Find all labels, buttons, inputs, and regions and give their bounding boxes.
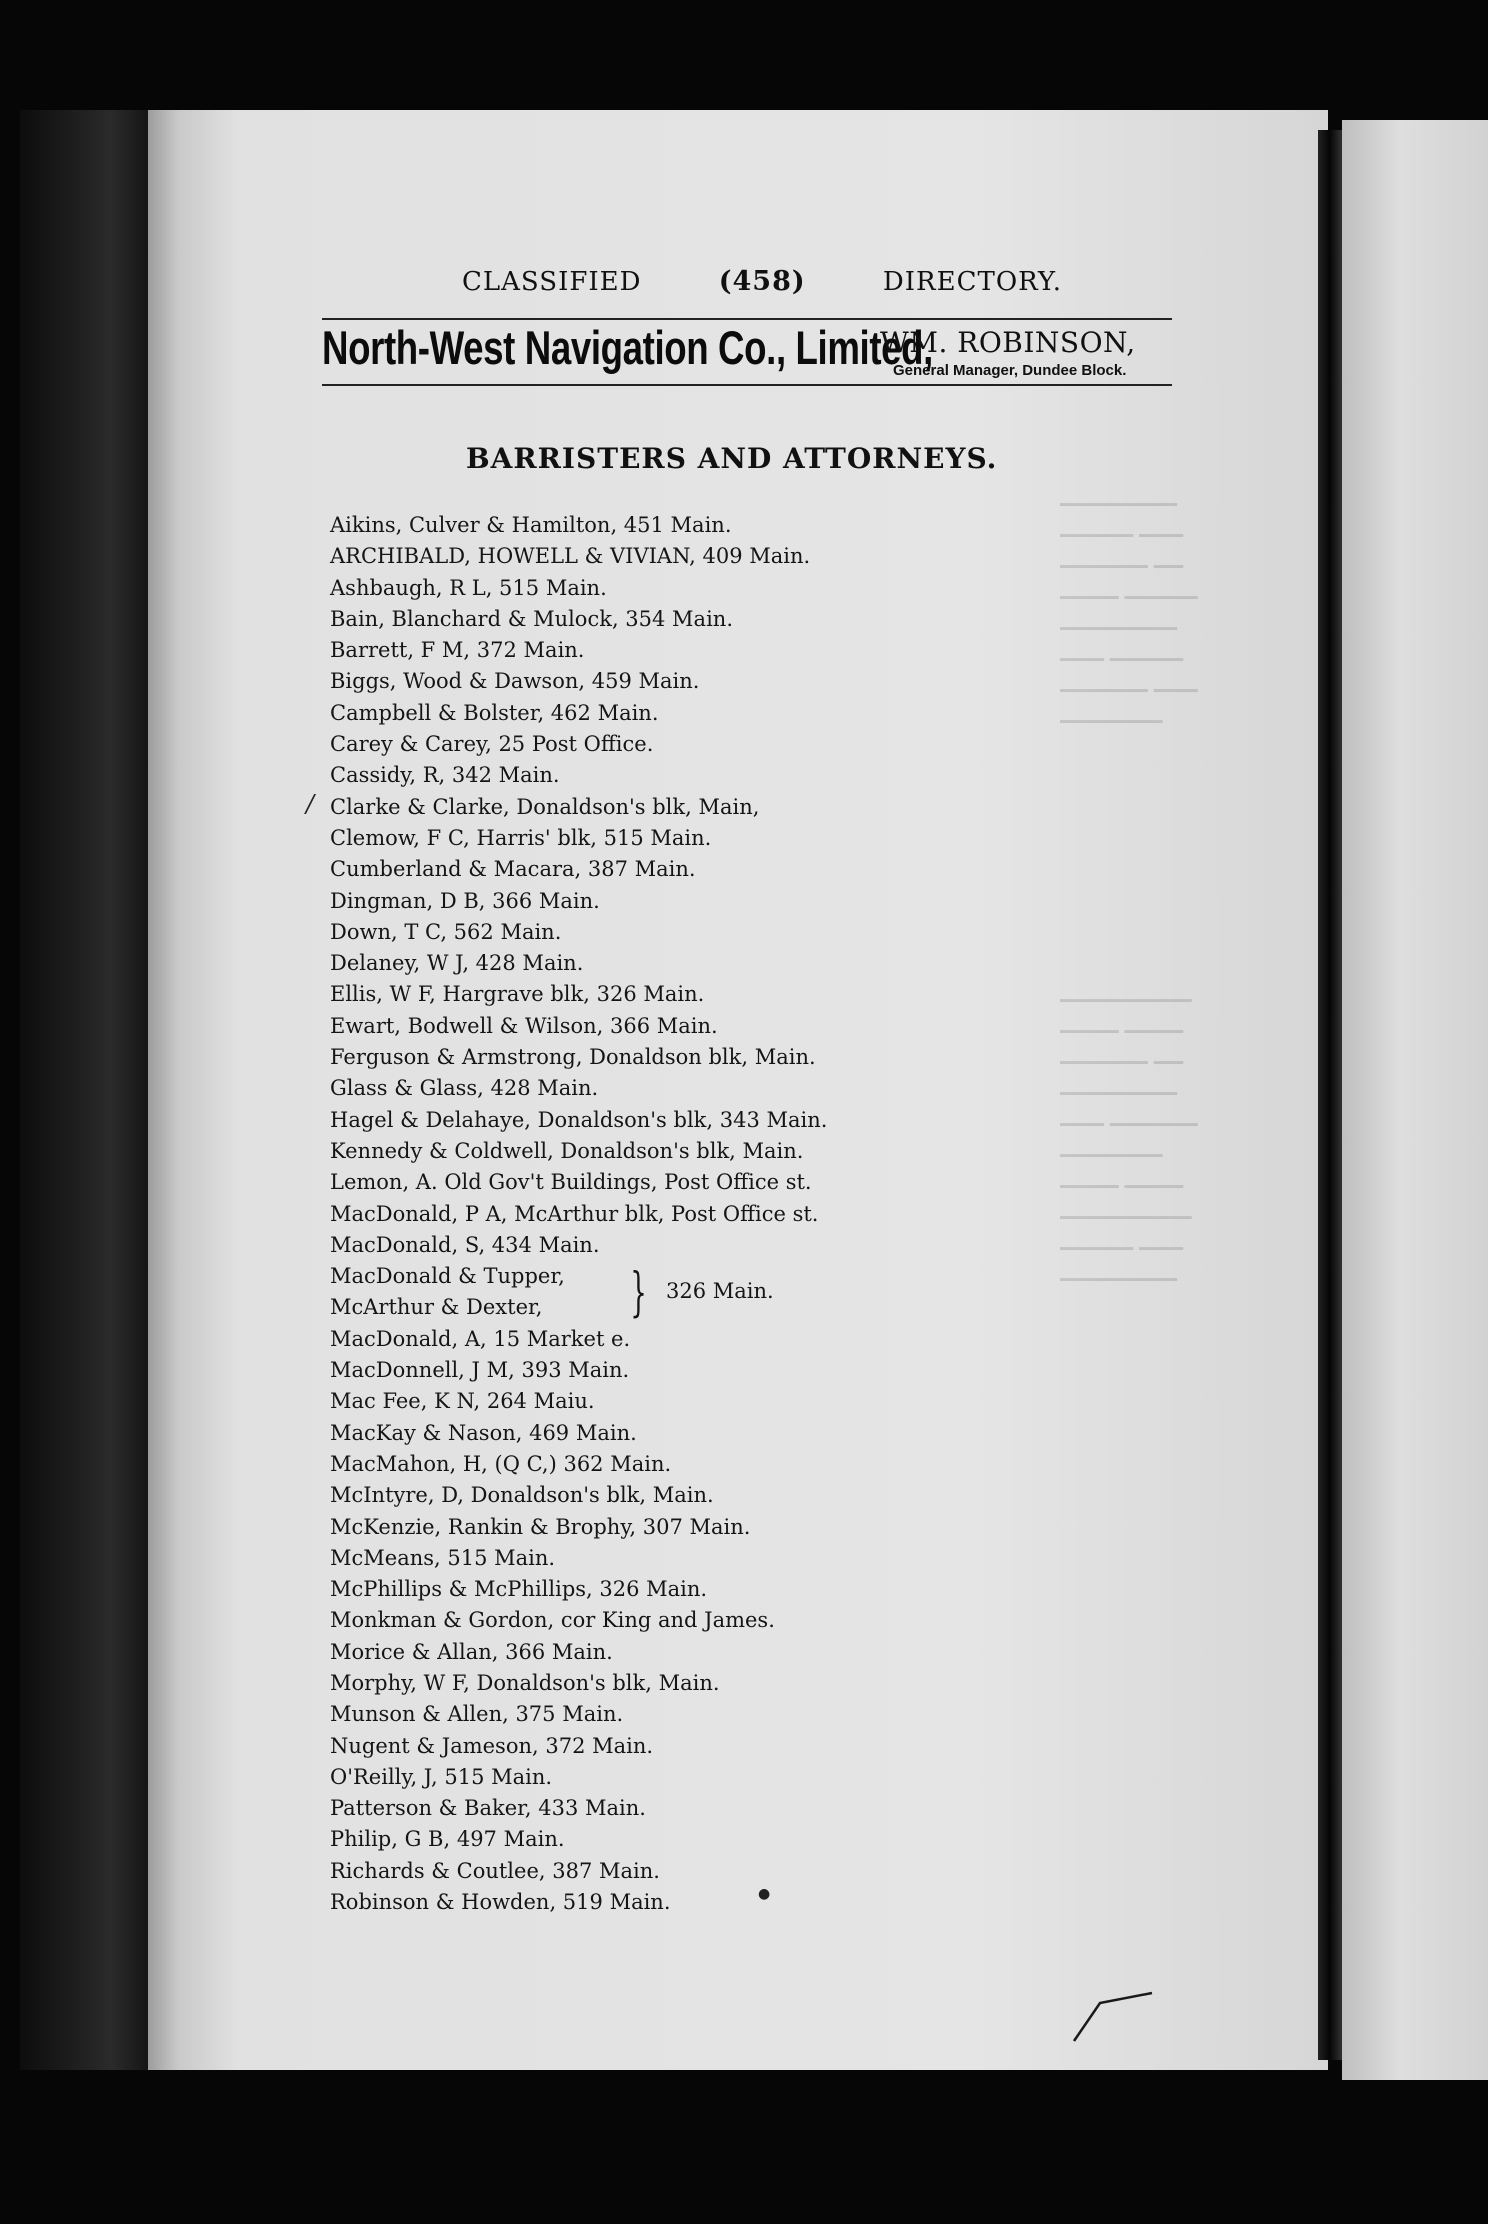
- list-item: MacDonnell, J M, 393 Main.: [330, 1358, 630, 1383]
- pencil-stroke-mark: [1070, 1985, 1160, 2045]
- list-item: Clarke & Clarke, Donaldson's blk, Main,: [330, 794, 760, 819]
- list-item: Patterson & Baker, 433 Main.: [330, 1796, 646, 1821]
- list-item: Delaney, W J, 428 Main.: [330, 951, 584, 976]
- list-item: Barrett, F M, 372 Main.: [330, 638, 585, 663]
- list-item: Cassidy, R, 342 Main.: [330, 763, 560, 788]
- list-item: McIntyre, D, Donaldson's blk, Main.: [330, 1483, 714, 1508]
- list-item: Down, T C, 562 Main.: [330, 919, 562, 944]
- merged-list-item: [330, 1261, 827, 1324]
- page-gutter: [1318, 130, 1344, 2060]
- header-left: CLASSIFIED: [462, 267, 642, 297]
- list-item: Kennedy & Coldwell, Donaldson's blk, Main.: [330, 1138, 804, 1163]
- list-item: Hagel & Delahaye, Donaldson's blk, 343 Main.: [330, 1107, 828, 1132]
- facing-page-edge: [1342, 120, 1488, 2080]
- list-item: Aikins, Culver & Hamilton, 451 Main.: [330, 513, 732, 537]
- list-item: Richards & Coutlee, 387 Main.: [330, 1858, 660, 1883]
- advert-company: North-West Navigation Co., Limited,: [322, 321, 933, 374]
- brace-icon: }: [630, 1263, 647, 1324]
- list-item: MacDonald, P A, McArthur blk, Post Office st.: [330, 1201, 819, 1226]
- list-item: McKenzie, Rankin & Brophy, 307 Main.: [330, 1514, 751, 1539]
- ink-dot-mark: ●: [758, 1886, 771, 1902]
- list-item: Monkman & Gordon, cor King and James.: [330, 1608, 775, 1633]
- list-item: Ellis, W F, Hargrave blk, 326 Main.: [330, 982, 705, 1007]
- advert-person-title: General Manager, Dundee Block.: [893, 362, 1127, 379]
- page-number: (458): [718, 266, 806, 297]
- list-item: Carey & Carey, 25 Post Office.: [330, 732, 654, 757]
- list-item: Philip, G B, 497 Main.: [330, 1827, 565, 1852]
- advert-person: WM. ROBINSON,: [880, 326, 1136, 359]
- running-header: [462, 266, 1062, 297]
- list-item: Clemow, F C, Harris' blk, 515 Main.: [330, 825, 712, 850]
- header-right: DIRECTORY.: [882, 267, 1062, 297]
- margin-tick-mark: /: [306, 790, 315, 818]
- list-item: Dingman, D B, 366 Main.: [330, 888, 600, 913]
- section-title: BARRISTERS AND ATTORNEYS.: [466, 442, 998, 475]
- list-item: O'Reilly, J, 515 Main.: [330, 1764, 553, 1789]
- list-item: MacKay & Nason, 469 Main.: [330, 1420, 637, 1445]
- list-item: Cumberland & Macara, 387 Main.: [330, 857, 696, 882]
- list-item: Lemon, A. Old Gov't Buildings, Post Office st.: [330, 1170, 812, 1195]
- merged-address: 326 Main.: [666, 1279, 774, 1304]
- advert-rule-bottom: [322, 384, 1172, 386]
- merged-firm-1: MacDonald & Tupper,: [330, 1264, 565, 1289]
- merged-firm-2: McArthur & Dexter,: [330, 1295, 543, 1320]
- list-item: Campbell & Bolster, 462 Main.: [330, 700, 659, 725]
- book-spine-shadow: [20, 110, 150, 2070]
- list-item: MacMahon, H, (Q C,) 362 Main.: [330, 1451, 672, 1476]
- list-item: Ashbaugh, R L, 515 Main.: [330, 575, 607, 600]
- list-item: McMeans, 515 Main.: [330, 1545, 556, 1570]
- list-item: Ewart, Bodwell & Wilson, 366 Main.: [330, 1013, 718, 1038]
- list-item: Glass & Glass, 428 Main.: [330, 1076, 599, 1101]
- list-item: McPhillips & McPhillips, 326 Main.: [330, 1577, 708, 1602]
- list-item: ARCHIBALD, HOWELL & VIVIAN, 409 Main.: [330, 544, 811, 569]
- list-item: Morice & Allan, 366 Main.: [330, 1639, 613, 1664]
- list-item: Munson & Allen, 375 Main.: [330, 1702, 624, 1727]
- list-item: Biggs, Wood & Dawson, 459 Main.: [330, 669, 700, 694]
- list-item: MacDonald, A, 15 Market e.: [330, 1326, 631, 1351]
- list-item: Mac Fee, K N, 264 Maiu.: [330, 1389, 595, 1414]
- barristers-list: [330, 510, 827, 1918]
- list-item: Morphy, W F, Donaldson's blk, Main.: [330, 1670, 720, 1695]
- list-item: Nugent & Jameson, 372 Main.: [330, 1733, 654, 1758]
- list-item: Robinson & Howden, 519 Main.: [330, 1890, 671, 1915]
- list-item: Ferguson & Armstrong, Donaldson blk, Main.: [330, 1045, 816, 1070]
- list-item: MacDonald, S, 434 Main.: [330, 1232, 600, 1257]
- list-item: Bain, Blanchard & Mulock, 354 Main.: [330, 606, 733, 631]
